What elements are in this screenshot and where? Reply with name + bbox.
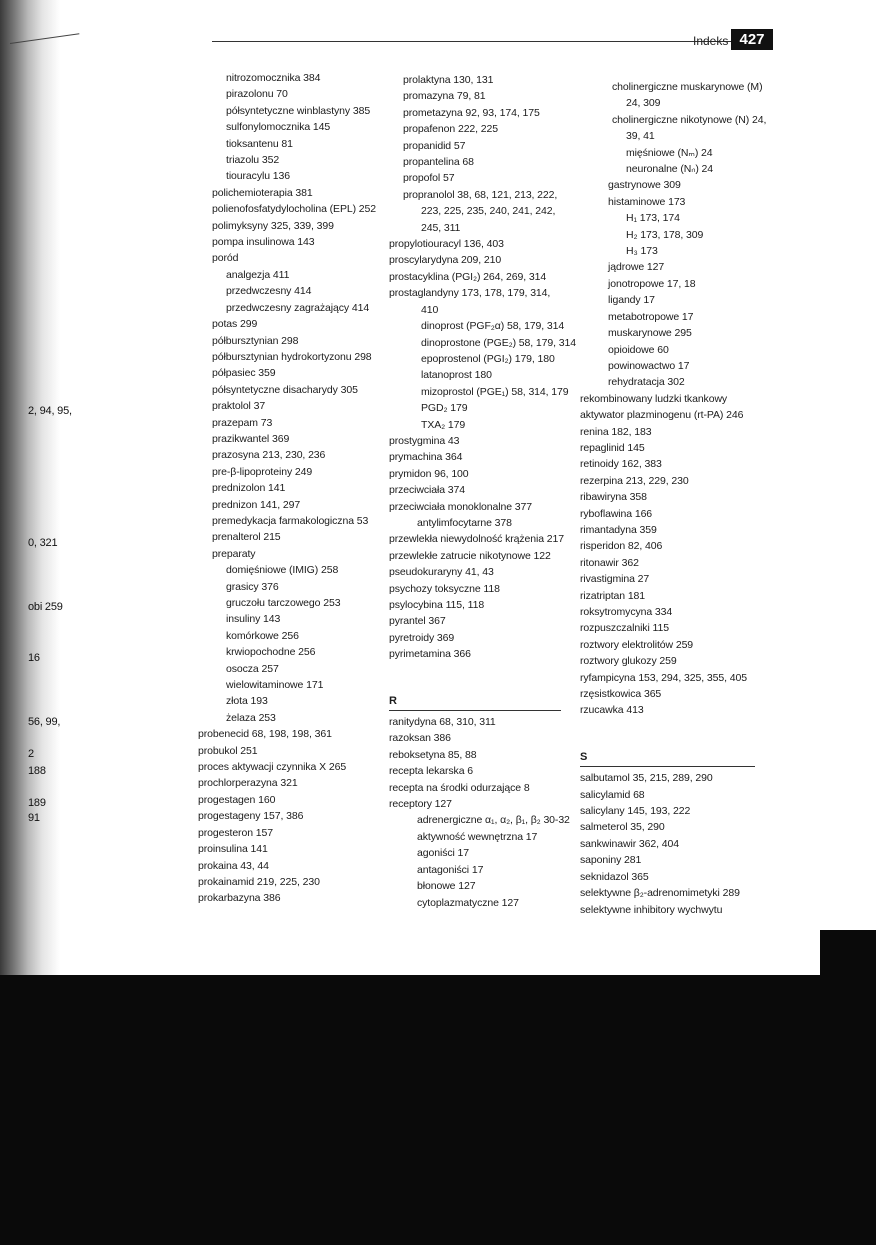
index-entry: rzucawka 413 bbox=[580, 704, 644, 717]
index-entry: preparaty bbox=[212, 547, 256, 560]
index-subentry: pirazolonu 70 bbox=[226, 88, 288, 101]
index-subentry: nitrozomocznika 384 bbox=[226, 72, 321, 84]
index-entry: przewlekła niewydolność krążenia 217 bbox=[389, 533, 564, 546]
index-subentry: osocza 257 bbox=[226, 662, 279, 675]
index-entry: progesteron 157 bbox=[198, 826, 273, 839]
index-entry: prazosyna 213, 230, 236 bbox=[212, 449, 326, 462]
index-entry: potas 299 bbox=[212, 318, 258, 331]
index-entry: praktolol 37 bbox=[212, 400, 266, 413]
index-subentry: triazolu 352 bbox=[226, 154, 280, 167]
index-entry: roksytromycyna 334 bbox=[580, 606, 673, 618]
index-entry: psychozy toksyczne 118 bbox=[389, 582, 500, 595]
index-entry: polimyksyny 325, 339, 399 bbox=[212, 219, 334, 232]
index-subentry: błonowe 127 bbox=[417, 880, 476, 893]
index-entry: przeciwciała monoklonalne 377 bbox=[389, 500, 533, 513]
index-entry: prostacyklina (PGI₂) 264, 269, 314 bbox=[389, 270, 547, 283]
section-gap bbox=[389, 663, 575, 687]
index-subentry: ligandy 17 bbox=[608, 294, 655, 307]
index-entry: propafenon 222, 225 bbox=[403, 123, 499, 136]
index-subentry: mięśniowe (Nₘ) 24 bbox=[626, 146, 713, 159]
index-entry: prometazyna 92, 93, 174, 175 bbox=[403, 106, 540, 119]
index-entry: salbutamol 35, 215, 289, 290 bbox=[580, 772, 713, 785]
index-entry: salmeterol 35, 290 bbox=[580, 821, 665, 834]
index-entry: ryboflawina 166 bbox=[580, 507, 653, 520]
index-entry: poród bbox=[212, 252, 239, 265]
index-entry: propanidid 57 bbox=[403, 139, 466, 152]
index-entry: prostaglandyny 173, 178, 179, 314, bbox=[389, 287, 551, 300]
index-column-3 bbox=[580, 79, 780, 918]
index-entry: saponiny 281 bbox=[580, 854, 642, 867]
index-entry: probenecid 68, 198, 198, 361 bbox=[198, 728, 332, 741]
adjacent-page-text-fragment: 0, 321 bbox=[28, 537, 58, 549]
index-subentry: półsyntetyczne winblastyny 385 bbox=[226, 104, 371, 117]
index-entry: probukol 251 bbox=[198, 744, 258, 757]
section-letter-heading: R bbox=[389, 693, 561, 711]
index-subentry: antylimfocytarne 378 bbox=[417, 516, 512, 529]
index-entry: psylocybina 115, 118 bbox=[389, 599, 485, 611]
index-entry: progestagen 160 bbox=[198, 793, 276, 806]
index-subentry: 245, 311 bbox=[421, 221, 461, 234]
index-entry: sankwinawir 362, 404 bbox=[580, 837, 679, 850]
index-column-2 bbox=[389, 72, 575, 911]
index-entry: pseudokuraryny 41, 43 bbox=[389, 566, 494, 579]
index-entry: promazyna 79, 81 bbox=[403, 90, 486, 103]
index-entry: pre-β-lipoproteiny 249 bbox=[212, 465, 313, 478]
index-entry: retinoidy 162, 383 bbox=[580, 458, 662, 471]
index-subentry: adrenergiczne α₁, α₂, β₁, β₂ 30-32 bbox=[417, 814, 570, 827]
index-entry: selektywne inhibitory wychwytu bbox=[580, 903, 723, 916]
index-subentry: jądrowe 127 bbox=[608, 261, 665, 274]
index-subentry: tioksantenu 81 bbox=[226, 137, 293, 150]
index-entry: prostygmina 43 bbox=[389, 434, 460, 447]
adjacent-page-text-fragment: 2, 94, 95, bbox=[28, 405, 72, 417]
index-entry: recepta na środki odurzające 8 bbox=[389, 781, 530, 794]
index-entry: półbursztynian hydrokortyzonu 298 bbox=[212, 350, 372, 363]
index-subentry: jonotropowe 17, 18 bbox=[608, 277, 696, 290]
section-letter-heading: S bbox=[580, 749, 755, 767]
index-entry: prednizon 141, 297 bbox=[212, 498, 301, 511]
index-entry: propantelina 68 bbox=[403, 156, 474, 169]
index-subentry: opioidowe 60 bbox=[608, 343, 669, 356]
index-entry: polichemioterapia 381 bbox=[212, 186, 313, 199]
index-subentry: przedwczesny zagrażający 414 bbox=[226, 301, 370, 314]
index-entry: rezerpina 213, 229, 230 bbox=[580, 474, 689, 487]
index-subentry: 24, 309 bbox=[626, 97, 661, 110]
index-entry: recepta lekarska 6 bbox=[389, 765, 473, 778]
index-subentry: PGD₂ 179 bbox=[421, 402, 468, 415]
index-entry: przewlekłe zatrucie nikotynowe 122 bbox=[389, 549, 551, 562]
index-subentry: żelaza 253 bbox=[226, 711, 276, 724]
index-subentry: H₁ 173, 174 bbox=[626, 212, 680, 225]
index-entry: prenalterol 215 bbox=[212, 531, 281, 544]
index-subentry: TXA₂ 179 bbox=[421, 418, 466, 431]
index-entry: rekombinowany ludzki tkankowy bbox=[580, 392, 728, 405]
index-subentry: antagoniści 17 bbox=[417, 863, 484, 876]
index-subentry: 410 bbox=[421, 303, 439, 316]
index-subentry: komórkowe 256 bbox=[226, 629, 299, 642]
index-entry: prymachina 364 bbox=[389, 451, 463, 464]
index-entry: prazikwantel 369 bbox=[212, 432, 290, 445]
index-entry: pyrantel 367 bbox=[389, 615, 446, 628]
index-subentry: H₂ 173, 178, 309 bbox=[626, 228, 704, 241]
index-subentry: H₃ 173 bbox=[626, 245, 658, 258]
adjacent-page-text-fragment: 91 bbox=[28, 812, 40, 824]
index-subentry: analgezja 411 bbox=[226, 268, 290, 281]
index-entry: polienofosfatydylocholina (EPL) 252 bbox=[212, 203, 377, 216]
index-entry: ryfampicyna 153, 294, 325, 355, 405 bbox=[580, 671, 747, 684]
adjacent-page-text-fragment: 188 bbox=[28, 765, 46, 777]
index-entry: pompa insulinowa 143 bbox=[212, 236, 315, 249]
index-entry: roztwory elektrolitów 259 bbox=[580, 638, 694, 651]
index-subentry: dinoprost (PGF₂α) 58, 179, 314 bbox=[421, 320, 565, 333]
index-entry: prochlorperazyna 321 bbox=[198, 777, 298, 790]
index-entry: aktywator plazminogenu (rt-PA) 246 bbox=[580, 409, 744, 422]
index-subentry: krwiopochodne 256 bbox=[226, 646, 316, 659]
scan-background-dark-bottom bbox=[0, 975, 876, 1245]
section-gap bbox=[580, 719, 780, 743]
index-subentry: 39, 41 bbox=[626, 130, 655, 143]
index-entry: pyrimetamina 366 bbox=[389, 648, 471, 661]
page-number-badge: 427 bbox=[731, 29, 773, 50]
index-subentry: metabotropowe 17 bbox=[608, 310, 694, 323]
index-entry: prolaktyna 130, 131 bbox=[403, 74, 494, 86]
index-entry: selektywne β₂-adrenomimetyki 289 bbox=[580, 887, 740, 900]
adjacent-page-text-fragment: 56, 99, bbox=[28, 716, 61, 728]
index-entry: rozpuszczalniki 115 bbox=[580, 622, 669, 635]
index-entry: pyretroidy 369 bbox=[389, 631, 455, 644]
index-column-1 bbox=[198, 70, 388, 907]
index-entry: seknidazol 365 bbox=[580, 870, 649, 883]
index-entry: prazepam 73 bbox=[212, 416, 273, 429]
header-rule bbox=[212, 41, 734, 42]
index-subentry: histaminowe 173 bbox=[608, 195, 686, 208]
adjacent-page-text-fragment: 16 bbox=[28, 652, 40, 664]
index-entry: renina 182, 183 bbox=[580, 425, 652, 438]
index-subentry: dinoprostone (PGE₂) 58, 179, 314 bbox=[421, 336, 576, 349]
index-entry: propofol 57 bbox=[403, 172, 455, 185]
index-entry: propranolol 38, 68, 121, 213, 222, bbox=[403, 188, 558, 201]
index-entry: razoksan 386 bbox=[389, 732, 451, 745]
index-entry: repaglinid 145 bbox=[580, 441, 645, 454]
index-entry: prokarbazyna 386 bbox=[198, 892, 281, 905]
index-entry: półpasiec 359 bbox=[212, 367, 276, 380]
index-subentry: cholinergiczne muskarynowe (M) bbox=[612, 81, 763, 93]
index-subentry: agoniści 17 bbox=[417, 847, 470, 860]
index-entry: rimantadyna 359 bbox=[580, 523, 657, 536]
index-entry: salicylamid 68 bbox=[580, 788, 645, 801]
index-entry: rzęsistkowica 365 bbox=[580, 688, 662, 701]
index-entry: proscylarydyna 209, 210 bbox=[389, 254, 502, 267]
index-subentry: 223, 225, 235, 240, 241, 242, bbox=[421, 205, 556, 218]
index-entry: rivastigmina 27 bbox=[580, 573, 650, 586]
index-subentry: powinowactwo 17 bbox=[608, 359, 690, 372]
index-subentry: mizoprostol (PGE₁) 58, 314, 179 bbox=[421, 385, 569, 398]
index-subentry: tiouracylu 136 bbox=[226, 170, 290, 183]
index-entry: prymidon 96, 100 bbox=[389, 467, 469, 480]
index-entry: półsyntetyczne disacharydy 305 bbox=[212, 383, 358, 396]
index-subentry: złota 193 bbox=[226, 695, 268, 708]
index-entry: propylotiouracyl 136, 403 bbox=[389, 238, 504, 251]
index-subentry: domięśniowe (IMIG) 258 bbox=[226, 564, 339, 577]
index-entry: prednizolon 141 bbox=[212, 482, 286, 495]
index-entry: premedykacja farmakologiczna 53 bbox=[212, 514, 369, 527]
index-entry: progestageny 157, 386 bbox=[198, 810, 304, 823]
index-subentry: neuronalne (Nₙ) 24 bbox=[626, 163, 714, 176]
index-entry: prokainamid 219, 225, 230 bbox=[198, 875, 320, 888]
adjacent-page-text-fragment: obi 259 bbox=[28, 601, 63, 613]
index-subentry: przedwczesny 414 bbox=[226, 285, 312, 298]
index-subentry: muskarynowe 295 bbox=[608, 327, 692, 340]
index-subentry: wielowitaminowe 171 bbox=[226, 679, 324, 692]
book-binding-shadow bbox=[0, 0, 62, 990]
index-subentry: cholinergiczne nikotynowe (N) 24, bbox=[612, 113, 767, 126]
index-entry: półbursztynian 298 bbox=[212, 334, 299, 347]
index-entry: przeciwciała 374 bbox=[389, 484, 466, 497]
index-subentry: gastrynowe 309 bbox=[608, 179, 681, 192]
adjacent-page-text-fragment: 2 bbox=[28, 748, 34, 760]
index-entry: proces aktywacji czynnika X 265 bbox=[198, 761, 347, 774]
index-subentry: grasicy 376 bbox=[226, 580, 279, 593]
index-subentry: epoprostenol (PGI₂) 179, 180 bbox=[421, 352, 555, 365]
index-entry: roztwory glukozy 259 bbox=[580, 655, 677, 668]
index-entry: ritonawir 362 bbox=[580, 556, 639, 569]
running-header-label: Indeks bbox=[693, 34, 729, 48]
index-subentry: aktywność wewnętrzna 17 bbox=[417, 830, 538, 843]
index-entry: risperidon 82, 406 bbox=[580, 540, 663, 553]
index-subentry: insuliny 143 bbox=[226, 613, 281, 626]
index-entry: proinsulina 141 bbox=[198, 843, 268, 856]
index-entry: receptory 127 bbox=[389, 798, 452, 811]
index-subentry: sulfonylomocznika 145 bbox=[226, 121, 331, 134]
index-subentry: latanoprost 180 bbox=[421, 369, 492, 382]
adjacent-page-text-fragment: 189 bbox=[28, 797, 46, 809]
index-entry: ranitydyna 68, 310, 311 bbox=[389, 716, 496, 729]
index-subentry: gruczołu tarczowego 253 bbox=[226, 597, 341, 609]
index-subentry: cytoplazmatyczne 127 bbox=[417, 896, 519, 909]
index-entry: ribawiryna 358 bbox=[580, 491, 647, 504]
index-entry: reboksetyna 85, 88 bbox=[389, 748, 477, 761]
index-entry: salicylany 145, 193, 222 bbox=[580, 805, 691, 818]
index-entry: prokaina 43, 44 bbox=[198, 859, 269, 872]
index-entry: rizatriptan 181 bbox=[580, 589, 646, 602]
index-subentry: rehydratacja 302 bbox=[608, 376, 685, 389]
